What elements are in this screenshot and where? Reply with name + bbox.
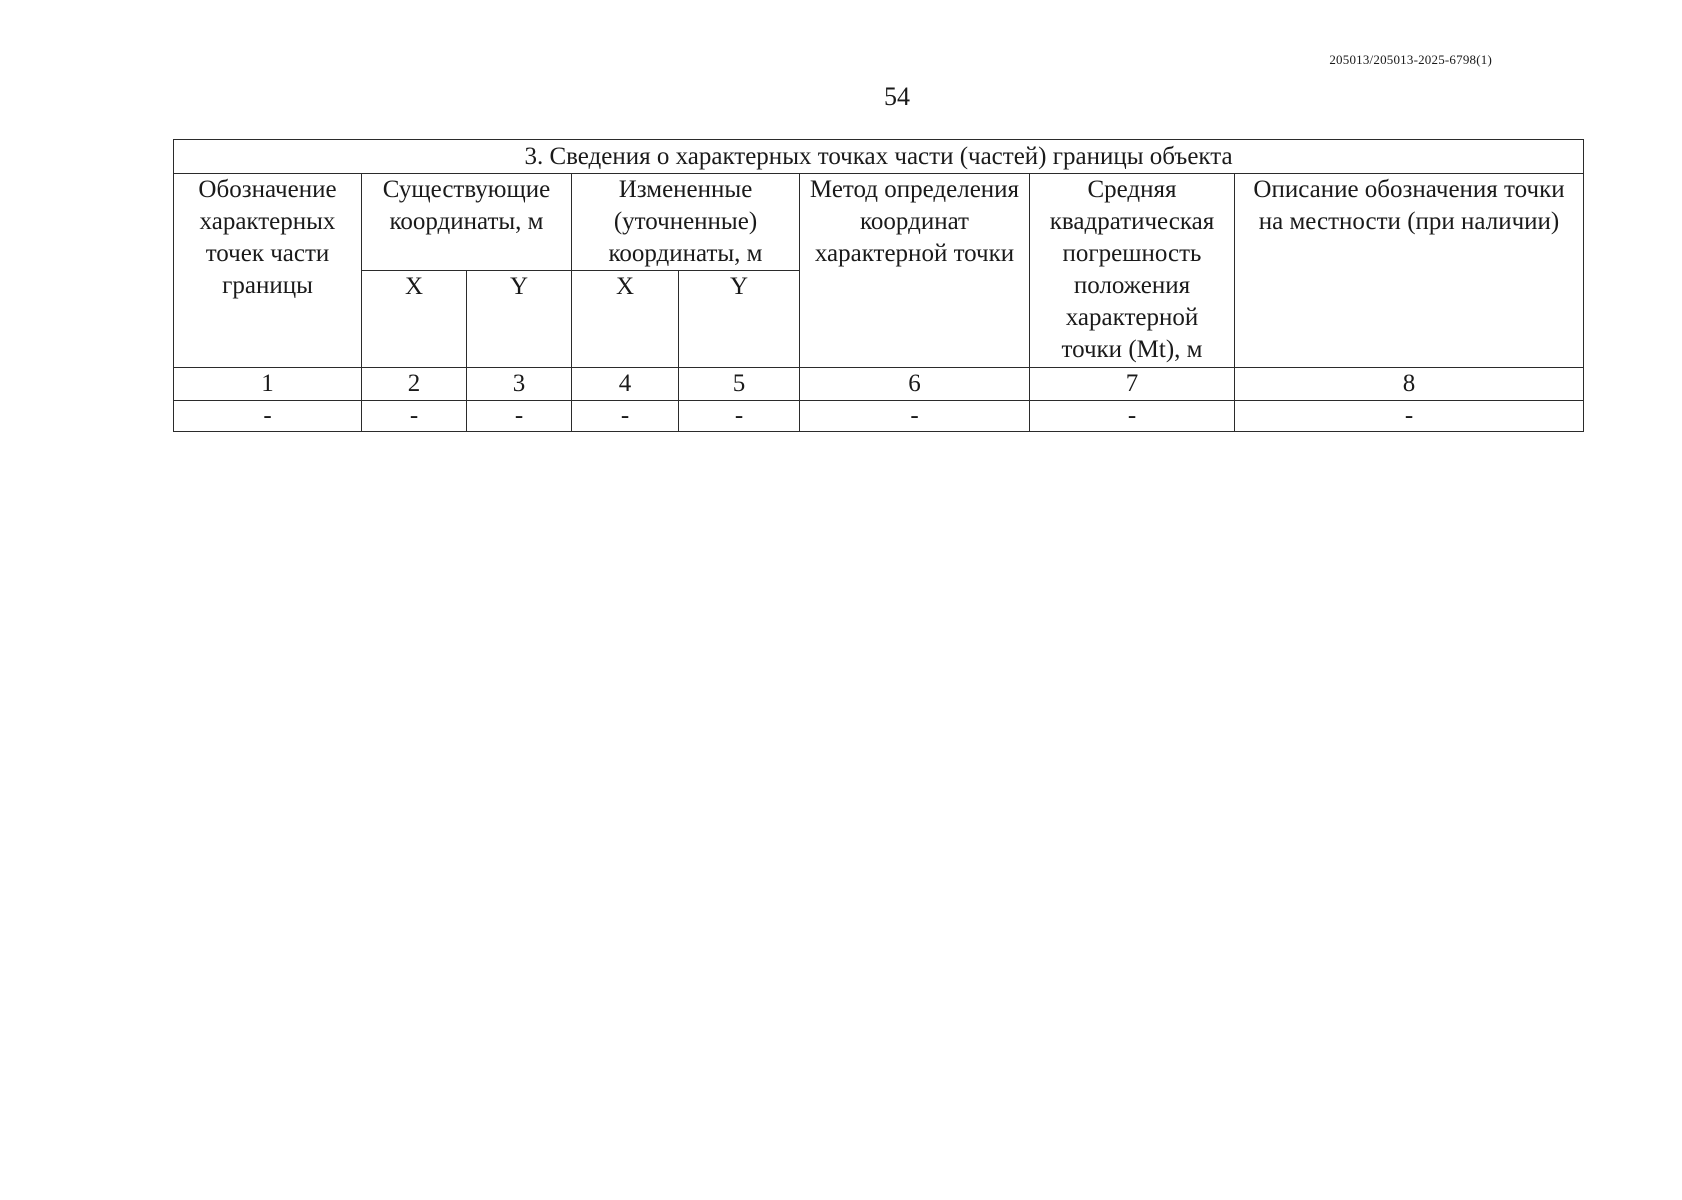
column-number: 8: [1235, 368, 1584, 401]
table-cell: -: [572, 401, 679, 432]
document-code: 205013/205013-2025-6798(1): [1329, 52, 1492, 67]
column-number: 7: [1030, 368, 1235, 401]
column-number: 4: [572, 368, 679, 401]
table-cell: -: [174, 401, 362, 432]
header-description: Описание обозначения точки на местности (при наличии): [1235, 174, 1584, 368]
table-cell: -: [467, 401, 572, 432]
table-row: [174, 401, 1584, 432]
header-error: Средняя квадратическая погрешность положения характерной точки (Mt), м: [1030, 174, 1235, 368]
column-number: 5: [679, 368, 800, 401]
characteristic-points-table: [173, 139, 1584, 432]
table-cell: -: [1235, 401, 1584, 432]
table-title: 3. Сведения о характерных точках части (частей) границы объекта: [174, 140, 1584, 174]
table-cell: -: [362, 401, 467, 432]
table-cell: -: [800, 401, 1030, 432]
table-cell: -: [1030, 401, 1235, 432]
header-changed-coords: Измененные (уточненные) координаты, м: [572, 174, 800, 271]
header-changed-y: Y: [679, 271, 800, 368]
column-number: 2: [362, 368, 467, 401]
header-designation: Обозначение характерных точек части границы: [174, 174, 362, 368]
header-existing-y: Y: [467, 271, 572, 368]
header-changed-x: X: [572, 271, 679, 368]
table-cell: -: [679, 401, 800, 432]
column-number: 6: [800, 368, 1030, 401]
column-number-row: [174, 368, 1584, 401]
header-existing-coords: Существующие координаты, м: [362, 174, 572, 271]
page-number: 54: [884, 82, 910, 111]
column-number: 1: [174, 368, 362, 401]
header-method: Метод определения координат характерной точки: [800, 174, 1030, 368]
header-existing-x: X: [362, 271, 467, 368]
column-number: 3: [467, 368, 572, 401]
